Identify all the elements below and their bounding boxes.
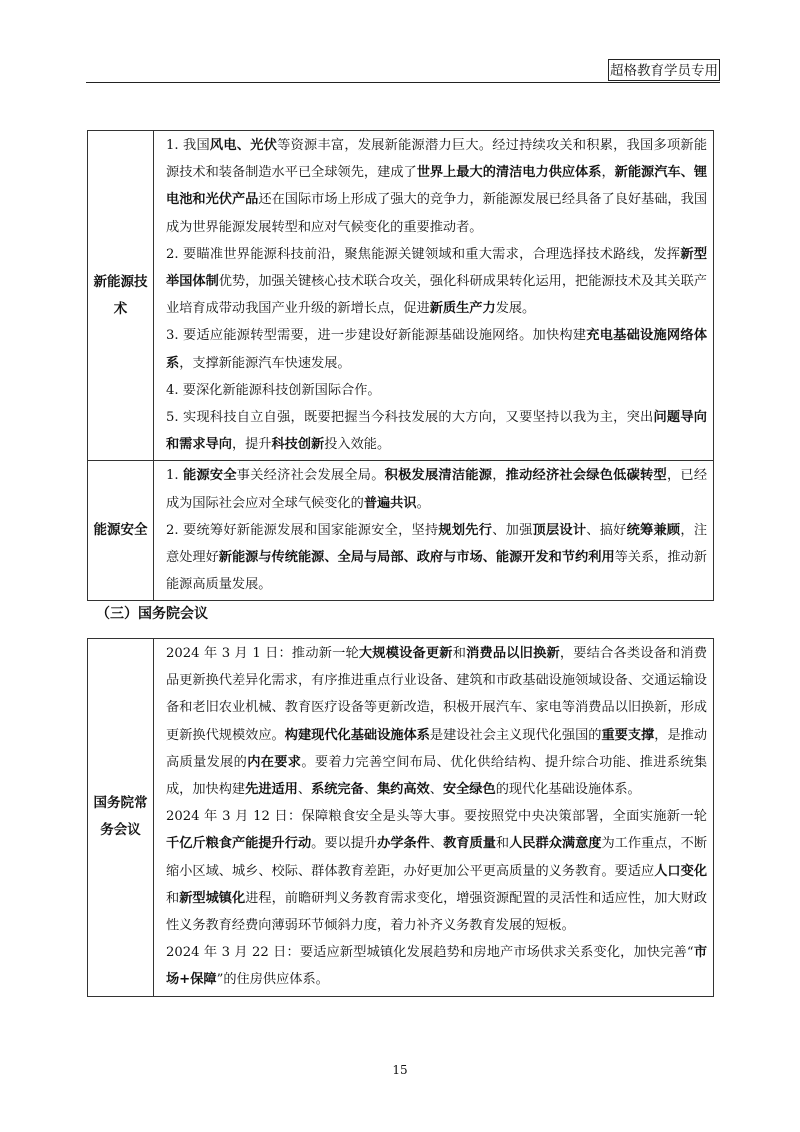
bold-text: 问题导向和需求导向 bbox=[166, 410, 707, 453]
text: ， bbox=[492, 468, 506, 484]
text: 和 bbox=[452, 646, 467, 661]
bold-text: 风电、光伏 bbox=[209, 138, 278, 153]
bold-text: 新型举国体制 bbox=[166, 246, 708, 290]
bold-text: 统筹兼顾 bbox=[626, 522, 681, 538]
bold-text: 大规模设备更新 bbox=[358, 646, 453, 661]
text: 和 bbox=[495, 836, 510, 852]
bold-text: 充电基础设施网络体系 bbox=[166, 328, 708, 371]
text: 还在国际市场上形成了强大的竞争力，新能源发展已经具备了良好基础，我国成为世界能源发展转型和应对气候变化的重要推动者。 bbox=[166, 192, 708, 235]
text: 发展。 bbox=[495, 301, 536, 317]
row-label-state-council: 国务院常务会议 bbox=[88, 639, 154, 997]
table-row bbox=[88, 461, 714, 601]
bold-text: 办学条件 bbox=[377, 836, 430, 852]
row-content-new-energy-tech bbox=[154, 131, 714, 461]
bold-text: 新质生产力 bbox=[429, 301, 496, 317]
bold-text: 系统完备 bbox=[311, 782, 364, 798]
text: 事关经济社会发展全局。 bbox=[236, 468, 385, 484]
text: 、搞好 bbox=[586, 522, 627, 538]
text: 的现代化基础设施体系。 bbox=[495, 782, 641, 798]
paragraph bbox=[166, 517, 707, 599]
paragraph bbox=[166, 404, 707, 458]
text: 。要以提升 bbox=[311, 836, 378, 852]
bold-text: 科技创新 bbox=[271, 437, 325, 453]
bold-text: 教育质量 bbox=[443, 836, 496, 852]
header-tag: 超格教育学员专用 bbox=[608, 59, 720, 81]
bold-text: 普遍共识 bbox=[363, 495, 417, 511]
paragraph bbox=[166, 322, 707, 376]
text: 、 bbox=[429, 836, 444, 852]
text: 2024 年 3 月 22 日：要适应新型城镇化发展趋势和房地产市场供求关系变化，加快完善“ bbox=[166, 945, 694, 961]
text: 投入效能。 bbox=[324, 437, 391, 453]
text: 、 bbox=[363, 782, 377, 798]
bold-text: 世界上最大的清洁电力供应体系 bbox=[416, 165, 602, 181]
text: ，提升 bbox=[231, 437, 272, 453]
bold-text: 集约高效 bbox=[377, 782, 430, 798]
text: 2024 年 3 月 12 日：保障粮食安全是头等大事。要按照党中央决策部署，全面实施新一轮 bbox=[166, 809, 707, 825]
bold-text: 重要支撑 bbox=[601, 727, 655, 743]
bold-text: 规划先行 bbox=[438, 522, 493, 538]
paragraph bbox=[166, 640, 707, 803]
state-council-table bbox=[87, 638, 714, 997]
bold-text: 新型城镇化 bbox=[179, 890, 246, 906]
paragraph bbox=[166, 377, 707, 404]
text: 4. 要深化新能源科技创新国际合作。 bbox=[166, 382, 381, 398]
row-label-new-energy-tech: 新能源技术 bbox=[88, 131, 154, 461]
bold-text: 消费品以旧换新 bbox=[466, 646, 560, 661]
text: 。要着力完善空间布局、优化供给结构、提升综合功能、推进系统集成，加快构建 bbox=[166, 754, 708, 798]
text: ，支撑新能源汽车快速发展。 bbox=[179, 355, 351, 371]
text: 等资源丰富，发展新能源潜力巨大。经过持续攻关和积累，我国多项新能源技术和装备制造水平已全球领先，建成了 bbox=[166, 138, 708, 181]
text: 1. 我国 bbox=[166, 138, 210, 153]
bold-text: 人口变化 bbox=[654, 863, 708, 879]
text: 2. 要瞄准世界能源科技前沿，聚焦能源关键领域和重大需求，合理选择技术路线，发挥 bbox=[166, 246, 681, 262]
bold-text: 先进适用 bbox=[245, 782, 298, 798]
bold-text: 积极发展清洁能源 bbox=[384, 468, 493, 484]
bold-text: 构建现代化基础设施体系 bbox=[284, 727, 430, 743]
text: 、加强 bbox=[492, 522, 533, 538]
paragraph bbox=[166, 939, 707, 993]
bold-text: 顶层设计 bbox=[532, 522, 587, 538]
text: ”的住房供应体系。 bbox=[216, 972, 329, 988]
bold-text: 内在要求 bbox=[247, 754, 302, 770]
new-energy-table bbox=[87, 130, 714, 601]
text: 是建设社会主义现代化强国的 bbox=[429, 727, 602, 743]
text: 和 bbox=[166, 890, 180, 906]
text: 优势，加强关键核心技术联合攻关，强化科研成果转化运用，把能源技术及其关联产业培育成带动我国产业升级的新增长点，促进 bbox=[166, 274, 707, 317]
paragraph bbox=[166, 132, 707, 241]
text: 2024 年 3 月 1 日：推动新一轮 bbox=[166, 646, 359, 661]
text: 2. 要统筹好新能源发展和国家能源安全，坚持 bbox=[166, 522, 439, 538]
bold-text: 新能源汽车、锂电池和光伏产品 bbox=[166, 165, 708, 208]
bold-text: 市场+保障 bbox=[166, 945, 708, 988]
table-row bbox=[88, 639, 714, 997]
row-content-state-council bbox=[154, 639, 714, 997]
paragraph bbox=[166, 462, 707, 516]
bold-text: 千亿斤粮食产能提升行动 bbox=[166, 836, 312, 852]
text: 1. bbox=[166, 468, 184, 484]
row-label-energy-security: 能源安全 bbox=[88, 461, 154, 601]
text: 3. 要适应能源转型需要，进一步建设好新能源基础设施网络。加快构建 bbox=[166, 328, 587, 344]
text: ，已经成为国际社会应对全球气候变化的 bbox=[166, 468, 708, 511]
text: ， bbox=[601, 165, 615, 181]
text: ，要结合各类设备和消费品更新换代差异化需求，有序推进重点行业设备、建筑和市政基础设施领域设备、交通运输设备和老旧农业机械、教育医疗设备等更新改造，积极开展汽车、家电等消费品以旧换新，形成更新换代规模效应。 bbox=[166, 646, 708, 743]
header-divider bbox=[86, 82, 720, 83]
text: 进程，前瞻研判义务教育需求变化，增强资源配置的灵活性和适应性，加大财政性义务教育经费向薄弱环节倾斜力度，着力补齐义务教育发展的短板。 bbox=[166, 890, 708, 934]
text: 为工作重点，不断缩小区域、城乡、校际、群体教育差距，办好更加公平更高质量的义务教育。要适应 bbox=[166, 836, 708, 879]
text: ，是推动高质量发展的 bbox=[166, 727, 708, 770]
section-title: （三）国务院会议 bbox=[96, 606, 208, 622]
bold-text: 能源安全 bbox=[183, 468, 237, 484]
text: 、 bbox=[297, 782, 312, 798]
paragraph bbox=[166, 803, 707, 939]
paragraph bbox=[166, 241, 707, 323]
text: 。 bbox=[416, 495, 430, 511]
page-number: 15 bbox=[392, 1063, 408, 1077]
text: ，注意处理好 bbox=[166, 522, 708, 566]
bold-text: 推动经济社会绿色低碳转型 bbox=[505, 468, 667, 484]
text: 5. 实现科技自立自强，既要把握当今科技发展的大方向，又要坚持以我为主，突出 bbox=[166, 410, 654, 426]
bold-text: 安全绿色 bbox=[442, 782, 496, 798]
row-content-energy-security bbox=[154, 461, 714, 601]
bold-text: 新能源与传统能源、全局与局部、政府与市场、能源开发和节约利用 bbox=[218, 550, 615, 566]
text: 等关系，推动新能源高质量发展。 bbox=[166, 550, 707, 593]
table-row bbox=[88, 131, 714, 461]
bold-text: 人民群众满意度 bbox=[509, 836, 602, 852]
text: 、 bbox=[429, 782, 443, 798]
